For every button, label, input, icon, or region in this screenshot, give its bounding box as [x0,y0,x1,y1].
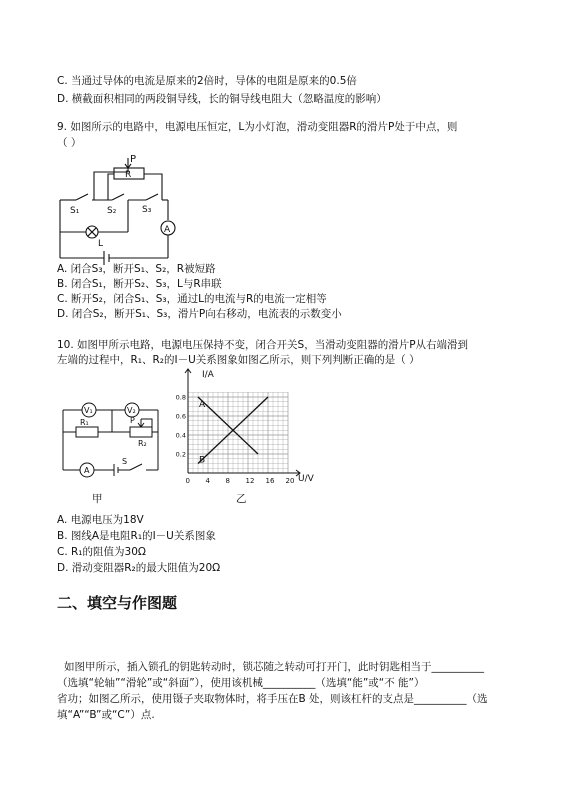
q10-option-a: A. 电源电压为18V [57,514,144,526]
q10-label-r1: R₁ [80,418,89,427]
fill-paragraph-line4: 填“A”“B”或“C”）点. [57,709,155,721]
chart-ylabel: I/A [202,370,214,380]
q10-label-p: P [130,416,135,425]
q10-circuit-diagram [58,398,170,480]
series-label-a: A [199,400,206,410]
x-tick-label: 8 [225,477,230,485]
q10-label-a: A [84,466,90,475]
q9-label-s3: S₃ [142,205,152,215]
fill-paragraph-line2: （选填“轮轴”“滑轮”或“斜面”），使用该机械__________（选填“能”或“不 能”） [57,677,425,689]
q9-circuit-diagram [52,150,192,265]
q10-option-d: D. 滑动变阻器R₂的最大阻值为20Ω [57,562,221,574]
q9-label-a: A [164,225,171,235]
x-tick-label: 16 [265,477,275,485]
x-tick-label: 4 [205,477,210,485]
q10-option-c: C. R₁的阻值为30Ω [57,546,146,558]
q10-caption-left: 甲 [92,493,103,505]
q9-label-p: P [130,154,137,165]
q10-stem-line2: 左端的过程中，R₁、R₂的I－U关系图象如图乙所示，则下列判断正确的是（ ） [57,354,420,366]
q9-option-b: B. 闭合S₁，断开S₂、S₃，L与R串联 [57,278,222,290]
q9-stem-line1: 9. 如图所示的电路中，电源电压恒定，L为小灯泡，滑动变阻器R的滑片P处于中点，则 [57,121,458,133]
q9-label-r: R [125,170,132,180]
q8-option-c: C. 当通过导体的电流是原来的2倍时，导体的电阻是原来的0.5倍 [57,75,357,87]
fill-paragraph-line3: 省功；如图乙所示，使用镊子夹取物体时，将手压在B 处，则该杠杆的支点是__________（选 [57,693,488,705]
q10-caption-right: 乙 [236,493,247,505]
chart-ticks [176,394,295,486]
q10-label-s: S [122,457,128,466]
fill-paragraph-line1: 如图甲所示，插入锁孔的钥匙转动时，锁芯随之转动可打开门，此时钥匙相当于__________ [64,661,484,673]
section-heading: 二、填空与作图题 [57,594,178,612]
q10-label-r2: R₂ [138,439,147,448]
q8-option-d: D. 横截面积相同的两段铜导线，长的铜导线电阻大（忽略温度的影响） [57,93,387,105]
y-tick-label: 0.2 [175,450,186,459]
q10-label-v1: V₁ [84,406,93,415]
y-tick-label: 0.8 [175,393,186,402]
q9-option-c: C. 断开S₂，闭合S₁、S₃，通过L的电流与R的电流一定相等 [57,293,327,305]
q9-stem-line2: （ ） [57,137,82,149]
q10-label-v2: V₂ [127,406,136,415]
q9-label-s1: S₁ [70,206,80,216]
iu-chart [175,365,320,485]
x-tick-label: 20 [285,477,295,485]
q10-option-b: B. 图线A是电阻R₁的I－U关系图象 [57,530,216,542]
chart-xlabel: U/V [298,474,314,484]
q9-label-l: L [98,239,104,249]
y-tick-label: 0.6 [175,412,186,421]
x-tick-label: 0 [185,477,190,485]
q9-option-a: A. 闭合S₃，断开S₁、S₂，R被短路 [57,263,216,275]
q10-stem-line1: 10. 如图甲所示电路，电源电压保持不变，闭合开关S，当滑动变阻器的滑片P从右端滑到 [57,339,469,351]
y-tick-label: 0.4 [175,431,186,440]
x-tick-label: 12 [245,477,255,485]
q9-option-d: D. 闭合S₂，断开S₁、S₃，滑片P向右移动，电流表的示数变小 [57,308,342,320]
q9-label-s2: S₂ [107,206,117,216]
series-label-b: B [199,455,206,466]
